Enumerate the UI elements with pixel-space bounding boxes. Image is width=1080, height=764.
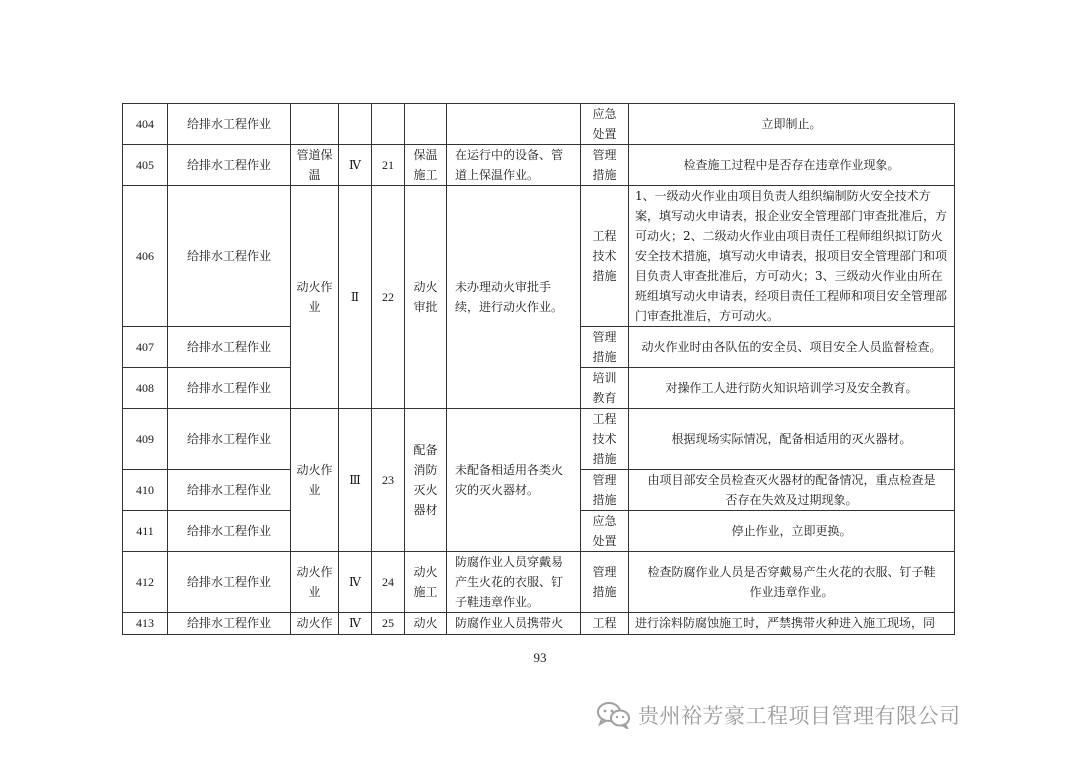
table-row: [123, 552, 955, 613]
seq-cell: 24: [372, 552, 405, 613]
measure-cell: 根据现场实际情况，配备相适用的灭火器材。: [629, 409, 955, 470]
table-row: [123, 186, 955, 327]
level-cell: Ⅳ: [339, 613, 372, 635]
hazard-cell: [447, 104, 581, 145]
hazard-cell: 未配备相适用各类火 灾的灭火器材。: [447, 409, 581, 552]
level-cell: Ⅱ: [339, 186, 372, 409]
measure-type-cell: 管理 措施: [581, 145, 629, 186]
category-cell: 管道保 温: [291, 145, 339, 186]
row-number: 413: [123, 613, 168, 635]
seq-cell: 21: [372, 145, 405, 186]
level-cell: Ⅳ: [339, 145, 372, 186]
measure-type-cell: 管理 措施: [581, 327, 629, 368]
row-number: 409: [123, 409, 168, 470]
category-cell: 动火作 业: [291, 409, 339, 552]
activity-cell: 配备 消防 灭火 器材: [405, 409, 447, 552]
category-cell: 动火作: [291, 613, 339, 635]
measure-cell: 停止作业，立即更换。: [629, 511, 955, 552]
measure-type-cell: 工程: [581, 613, 629, 635]
measure-cell: 立即制止。: [629, 104, 955, 145]
hazard-cell: 在运行中的设备、管 道上保温作业。: [447, 145, 581, 186]
project-cell: 给排水工程作业: [168, 145, 291, 186]
watermark: [596, 700, 961, 730]
page-number: 93: [533, 650, 547, 665]
measure-cell: 检查防腐作业人员是否穿戴易产生火花的衣服、钉子鞋 作业违章作业。: [629, 552, 955, 613]
project-cell: 给排水工程作业: [168, 327, 291, 368]
measure-type-cell: 管理 措施: [581, 552, 629, 613]
table-row: [123, 145, 955, 186]
project-cell: 给排水工程作业: [168, 186, 291, 327]
seq-cell: 22: [372, 186, 405, 409]
category-cell: [291, 104, 339, 145]
hazard-cell: 防腐作业人员穿戴易产生火花的衣服、钉子鞋违章作业。: [447, 552, 581, 613]
level-cell: [339, 104, 372, 145]
table-row: [123, 613, 955, 635]
seq-cell: [372, 104, 405, 145]
project-cell: 给排水工程作业: [168, 470, 291, 511]
activity-cell: [405, 104, 447, 145]
hazard-cell: 防腐作业人员携带火: [447, 613, 581, 635]
measure-type-cell: 工程 技术 措施: [581, 409, 629, 470]
category-cell: 动火作 业: [291, 552, 339, 613]
measure-cell: 进行涂料防腐蚀施工时，严禁携带火种进入施工现场，同: [629, 613, 955, 635]
row-number: 412: [123, 552, 168, 613]
measure-type-cell: 工程 技术 措施: [581, 186, 629, 327]
seq-cell: 23: [372, 409, 405, 552]
measure-cell: 对操作工人进行防火知识培训学习及安全教育。: [629, 368, 955, 409]
activity-cell: 动火: [405, 613, 447, 635]
project-cell: 给排水工程作业: [168, 409, 291, 470]
measure-cell: 检查施工过程中是否存在违章作业现象。: [629, 145, 955, 186]
measure-cell: 1、一级动火作业由项目负责人组织编制防火安全技术方案，填写动火申请表，报企业安全管理部门审查批准后，方可动火；2、二级动火作业由项目责任工程师组织拟订防火安全技术措施，填写动火申请表，报项目安全管理部门和项目负责人审查批准后，方可动火；3、三级动火作业由所在班组填写动火申请表，经项目责任工程师和项目安全管理部门审查批准后，方可动火。: [629, 186, 955, 327]
project-cell: 给排水工程作业: [168, 613, 291, 635]
measure-type-cell: 应急 处置: [581, 511, 629, 552]
row-number: 404: [123, 104, 168, 145]
measure-type-cell: 管理 措施: [581, 470, 629, 511]
table-row: [123, 104, 955, 145]
table-row: [123, 409, 955, 470]
measure-type-cell: 应急 处置: [581, 104, 629, 145]
row-number: 411: [123, 511, 168, 552]
level-cell: Ⅲ: [339, 409, 372, 552]
category-cell: 动火作 业: [291, 186, 339, 409]
activity-cell: 动火 施工: [405, 552, 447, 613]
seq-cell: 25: [372, 613, 405, 635]
watermark-text: 贵州裕芳豪工程项目管理有限公司: [638, 704, 961, 728]
row-number: 407: [123, 327, 168, 368]
activity-cell: 保温 施工: [405, 145, 447, 186]
measure-cell: 由项目部安全员检查灭火器材的配备情况，重点检查是 否存在失效及过期现象。: [629, 470, 955, 511]
hazard-control-table: [122, 103, 955, 635]
row-number: 410: [123, 470, 168, 511]
level-cell: Ⅳ: [339, 552, 372, 613]
project-cell: 给排水工程作业: [168, 511, 291, 552]
project-cell: 给排水工程作业: [168, 552, 291, 613]
wechat-logo-icon: [596, 701, 632, 729]
hazard-cell: 未办理动火审批手 续，进行动火作业。: [447, 186, 581, 409]
row-number: 405: [123, 145, 168, 186]
measure-type-cell: 培训 教育: [581, 368, 629, 409]
project-cell: 给排水工程作业: [168, 104, 291, 145]
row-number: 408: [123, 368, 168, 409]
project-cell: 给排水工程作业: [168, 368, 291, 409]
row-number: 406: [123, 186, 168, 327]
activity-cell: 动火 审批: [405, 186, 447, 409]
measure-cell: 动火作业时由各队伍的安全员、项目安全人员监督检查。: [629, 327, 955, 368]
